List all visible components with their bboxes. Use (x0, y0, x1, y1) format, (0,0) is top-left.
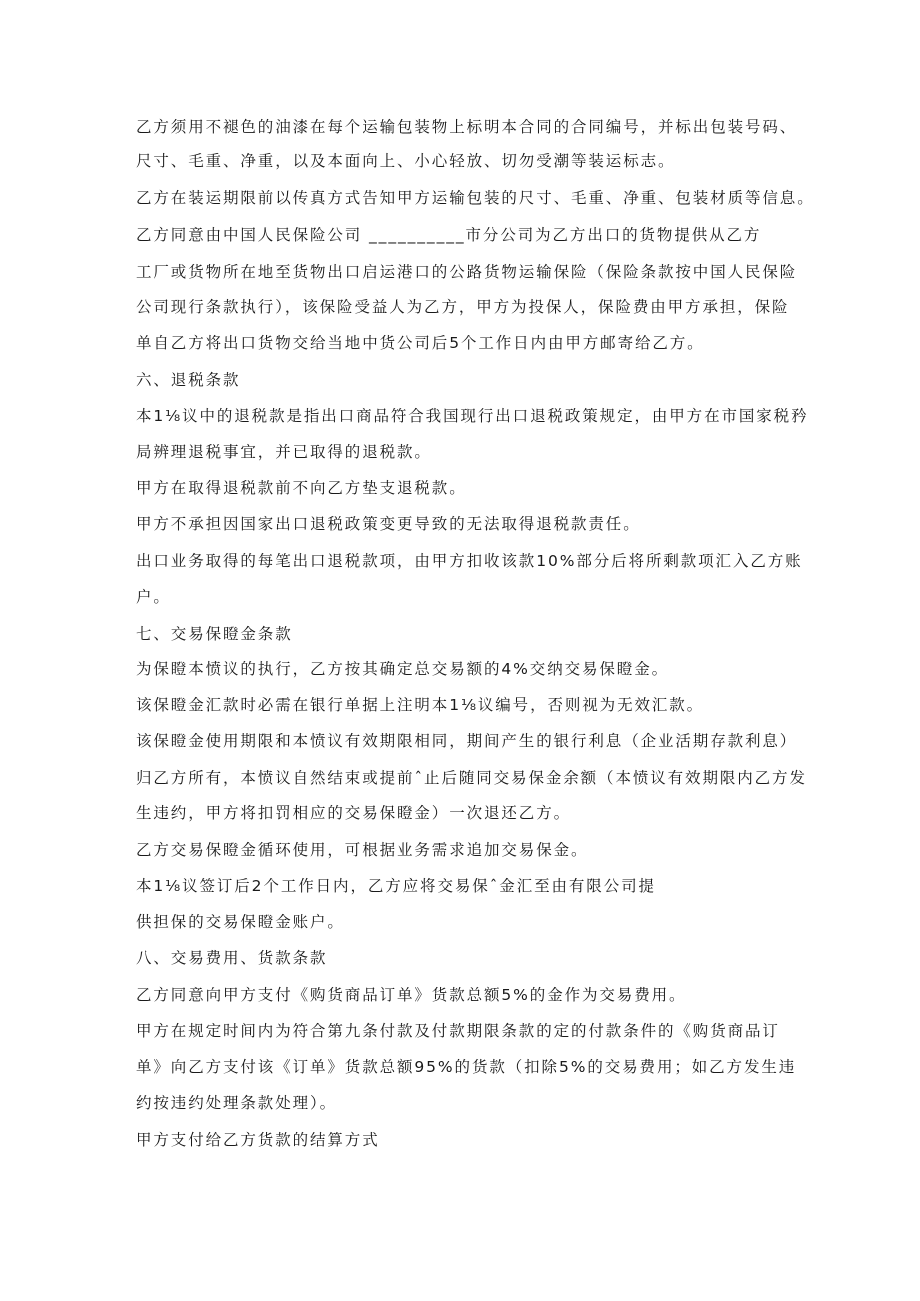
paragraph-line: 该保瞪金使用期限和本愤议有效期限相同，期间产生的银行利息（企业活期存款利息） (136, 732, 798, 750)
paragraph-line: 尺寸、毛重、净重，以及本面向上、小心轻放、切勿受潮等装运标志。 (136, 152, 676, 170)
section-heading: 六、退税条款 (136, 371, 241, 389)
paragraph-line: 出口业务取得的每笔出口退税款项，由甲方扣收该款10%部分后将所剩款项汇入乙方账 (136, 552, 803, 570)
paragraph-line: 甲方在取得退税款前不向乙方垫支退税款。 (136, 479, 467, 497)
paragraph-line: 为保瞪本愤议的执行，乙方按其确定总交易额的4%交纳交易保瞪金。 (136, 660, 669, 678)
paragraph-line: 乙方交易保瞪金循环使用，可根据业务需求追加交易保金。 (136, 841, 589, 859)
paragraph-line: 本1⅛议中的退税款是指出口商品符合我国现行出口退税政策规定，由甲方在市国家税矜 (136, 407, 809, 425)
paragraph-line: 甲方支付给乙方货款的结算方式 (136, 1131, 380, 1149)
paragraph-line: 归乙方所有，本愤议自然结束或提前ˆ止后随同交易保金余额（本愤议有效期限内乙方发 (136, 769, 807, 787)
paragraph-line: 工厂或货物所在地至货物出口启运港口的公路货物运输保险（保险条款按中国人民保险 (136, 263, 798, 281)
paragraph-line: 局辨理退税事宜，并已取得的退税款。 (136, 443, 432, 461)
paragraph-line: 单》向乙方支付该《订单》货款总额95%的货款（扣除5%的交易费用；如乙方发生违 (136, 1058, 797, 1076)
paragraph-line: 甲方在规定时间内为符合第九条付款及付款期限条款的定的付款条件的《购货商品订 (136, 1022, 780, 1040)
paragraph-line: 公司现行条款执行），该保险受益人为乙方，甲方为投保人，保险费由甲方承担，保险 (136, 298, 790, 316)
paragraph-line: 乙方同意由中国人民保险公司 __________市分公司为乙方出口的货物提供从乙方 (136, 226, 762, 244)
paragraph-line: 乙方在装运期限前以传真方式告知甲方运输包装的尺寸、毛重、净重、包装材质等信息。 (136, 189, 815, 207)
paragraph-line: 乙方同意向甲方支付《购货商品订单》货款总额5%的金作为交易费用。 (136, 986, 687, 1004)
paragraph-line: 该保瞪金汇款时必需在银行单据上注明本1⅛议编号，否则视为无效汇款。 (136, 696, 705, 714)
paragraph-line: 乙方须用不褪色的油漆在每个运输包装物上标明本合同的合同编号，并标出包装号码、 (136, 118, 798, 136)
section-heading: 七、交易保瞪金条款 (136, 625, 293, 643)
paragraph-line: 本1⅛议签订后2个工作日内，乙方应将交易保ˆ金汇至由有限公司提 (136, 877, 656, 895)
paragraph-line: 户。 (136, 588, 171, 606)
section-heading: 八、交易费用、货款条款 (136, 949, 328, 967)
paragraph-line: 供担保的交易保瞪金账户。 (136, 913, 345, 931)
paragraph-line: 约按违约处理条款处理）。 (136, 1094, 338, 1112)
paragraph-line: 生违约，甲方将扣罚相应的交易保瞪金）一次退还乙方。 (136, 804, 572, 822)
paragraph-line: 单自乙方将出口货物交给当地中货公司后5个工作日内由甲方邮寄给乙方。 (136, 334, 705, 352)
paragraph-line: 甲方不承担因国家出口退税政策变更导致的无法取得退税款责任。 (136, 515, 641, 533)
